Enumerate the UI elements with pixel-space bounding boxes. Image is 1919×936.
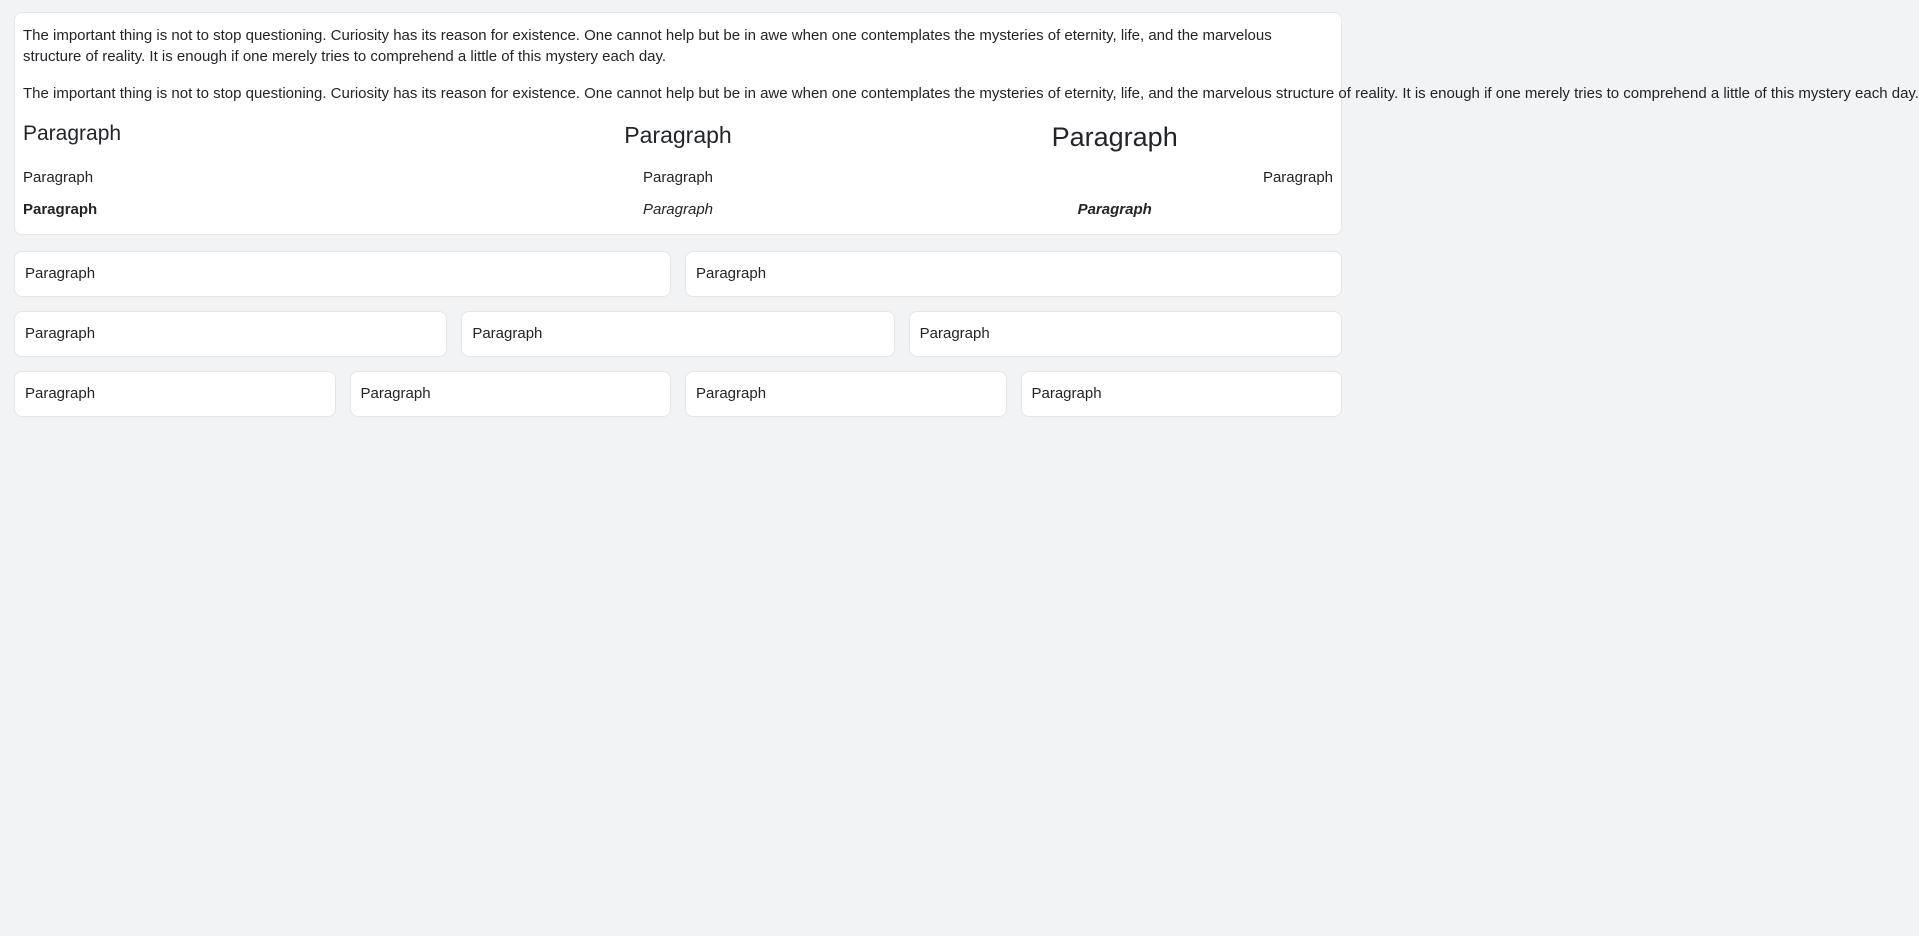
- grid-row-four-columns: [14, 371, 1342, 417]
- paragraph-truncated: The important thing is not to stop questioning. Curiosity has its reason for existence. One cannot help but be in awe when one contemplates the mysteries of eternity, life, and the marvelous structure of reality. It is enough if one merely tries to comprehend a little of this mystery each day.: [23, 85, 1919, 102]
- paragraph-align-col-left: [23, 168, 460, 188]
- paragraph-size-small: Paragraph: [23, 122, 122, 145]
- paragraph-align-col-center: [460, 168, 897, 188]
- grid-cell-label: Paragraph: [919, 325, 990, 342]
- typography-card: [14, 12, 1919, 235]
- grid-cell-label: Paragraph: [696, 265, 767, 282]
- grid-row-two-columns: [14, 251, 1342, 297]
- grid-cell-label: Paragraph: [25, 265, 96, 282]
- grid-cell: [685, 371, 1007, 417]
- grid-cell: [14, 251, 671, 297]
- paragraph-align-right: Paragraph: [1262, 169, 1334, 186]
- grid-cell: [1021, 371, 1343, 417]
- paragraph-italic: Paragraph: [642, 201, 714, 218]
- paragraph-size-col-2: [460, 120, 897, 154]
- grid-cell-label: Paragraph: [696, 385, 767, 402]
- grid-row-three-columns: [14, 311, 1342, 357]
- paragraph-align-left: Paragraph: [23, 169, 94, 186]
- paragraph-align-center: Paragraph: [642, 169, 714, 186]
- paragraph-full-block: [23, 25, 1333, 67]
- paragraph-size-medium: Paragraph: [624, 122, 732, 148]
- grid-cell-label: Paragraph: [25, 325, 96, 342]
- paragraph-bold: Paragraph: [23, 201, 98, 218]
- grid-cell: [350, 371, 672, 417]
- grid-cell-label: Paragraph: [25, 385, 96, 402]
- paragraph-weight-col-2: [460, 200, 897, 220]
- paragraph-size-large: Paragraph: [1051, 122, 1178, 152]
- paragraph-size-row: [23, 120, 1333, 154]
- grid-cell-label: Paragraph: [1031, 385, 1102, 402]
- grid-cell-label: Paragraph: [472, 325, 543, 342]
- grid-cell-label: Paragraph: [360, 385, 431, 402]
- paragraph-weight-col-1: [23, 200, 460, 220]
- paragraph-align-col-right: [896, 168, 1333, 188]
- paragraph-size-col-3: [896, 120, 1333, 154]
- paragraph-weight-col-3: [896, 200, 1333, 220]
- paragraph-bold-italic: Paragraph: [1077, 201, 1152, 218]
- grid-cell: [14, 311, 447, 357]
- paragraph-full: The important thing is not to stop questioning. Curiosity has its reason for existence. One cannot help but be in awe when one contemplates the mysteries of eternity, life, and the marvelous structure of reality. It is enough if one merely tries to comprehend a little of this mystery each day.: [23, 27, 1272, 65]
- grid-cell: [909, 311, 1342, 357]
- paragraph-size-col-1: [23, 120, 460, 154]
- paragraph-align-row: [23, 168, 1333, 188]
- grid-cell: [461, 311, 894, 357]
- paragraph-truncated-block: [23, 83, 1919, 104]
- grid-cell: [685, 251, 1342, 297]
- grid-cell: [14, 371, 336, 417]
- paragraph-weight-row: [23, 200, 1333, 220]
